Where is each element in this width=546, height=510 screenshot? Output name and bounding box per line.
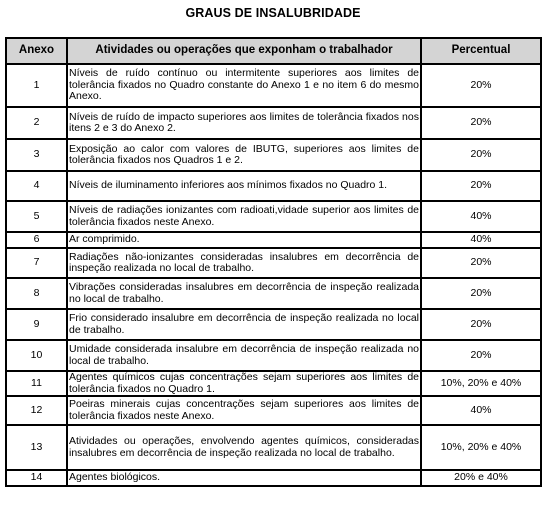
activity-cell: Radiações não-ionizantes consideradas insalubres em decorrência de inspeção realizada no local de trabalho. <box>67 248 421 278</box>
annex-cell: 2 <box>6 107 67 139</box>
annex-cell: 11 <box>6 371 67 396</box>
activity-cell: Poeiras minerais cujas concentrações sejam superiores aos limites de tolerância fixados neste Anexo. <box>67 396 421 425</box>
annex-cell: 1 <box>6 64 67 107</box>
annex-cell: 9 <box>6 309 67 340</box>
activity-cell: Umidade considerada insalubre em decorrência de inspeção realizada no local de trabalho. <box>67 340 421 371</box>
table-row <box>6 309 541 340</box>
percent-cell: 20% <box>421 171 541 201</box>
percent-cell: 10%, 20% e 40% <box>421 371 541 396</box>
percent-cell: 40% <box>421 396 541 425</box>
header-annex: Anexo <box>6 38 67 64</box>
activity-cell: Níveis de ruído de impacto superiores aos limites de tolerância fixados nos itens 2 e 3 do Anexo 2. <box>67 107 421 139</box>
percent-cell: 20% e 40% <box>421 470 541 486</box>
annex-cell: 7 <box>6 248 67 278</box>
table-row <box>6 371 541 396</box>
table-row <box>6 248 541 278</box>
percent-cell: 10%, 20% e 40% <box>421 425 541 470</box>
percent-cell: 40% <box>421 232 541 248</box>
activity-cell: Atividades ou operações, envolvendo agentes químicos, consideradas insalubres em decorrência de inspeção realizada no local de trabalho. <box>67 425 421 470</box>
annex-cell: 5 <box>6 201 67 232</box>
activity-cell: Níveis de radiações ionizantes com radioati,vidade superior aos limites de tolerância fixados neste Anexo. <box>67 201 421 232</box>
percent-cell: 20% <box>421 107 541 139</box>
table-header-row <box>6 38 541 64</box>
table-row <box>6 171 541 201</box>
header-activity: Atividades ou operações que exponham o trabalhador <box>67 38 421 64</box>
table-row <box>6 470 541 486</box>
annex-cell: 4 <box>6 171 67 201</box>
table-row <box>6 278 541 309</box>
table-row <box>6 64 541 107</box>
activity-cell: Ar comprimido. <box>67 232 421 248</box>
table-row <box>6 396 541 425</box>
percent-cell: 20% <box>421 139 541 171</box>
table-row <box>6 201 541 232</box>
annex-cell: 3 <box>6 139 67 171</box>
annex-cell: 12 <box>6 396 67 425</box>
annex-cell: 6 <box>6 232 67 248</box>
percent-cell: 20% <box>421 64 541 107</box>
insalubrity-table <box>5 37 542 487</box>
header-percent: Percentual <box>421 38 541 64</box>
activity-cell: Agentes químicos cujas concentrações sejam superiores aos limites de tolerância fixados no Quadro 1. <box>69 371 419 395</box>
table-row <box>6 232 541 248</box>
table-row <box>6 107 541 139</box>
activity-cell: Agentes biológicos. <box>67 470 421 486</box>
annex-cell: 8 <box>6 278 67 309</box>
annex-cell: 14 <box>6 470 67 486</box>
annex-cell: 13 <box>6 425 67 470</box>
annex-cell: 10 <box>6 340 67 371</box>
table-row <box>6 340 541 371</box>
percent-cell: 20% <box>421 248 541 278</box>
activity-cell: Níveis de ruído contínuo ou intermitente superiores aos limites de tolerância fixados no Quadro constante do Anexo 1 e no item 6 do mesmo Anexo. <box>67 64 421 107</box>
table-row <box>6 425 541 470</box>
percent-cell: 20% <box>421 309 541 340</box>
activity-cell: Níveis de iluminamento inferiores aos mínimos fixados no Quadro 1. <box>67 171 421 201</box>
percent-cell: 40% <box>421 201 541 232</box>
page-title: GRAUS DE INSALUBRIDADE <box>185 6 361 20</box>
activity-cell: Exposição ao calor com valores de IBUTG, superiores aos limites de tolerância fixados nos Quadros 1 e 2. <box>67 139 421 171</box>
percent-cell: 20% <box>421 340 541 371</box>
table-row <box>6 139 541 171</box>
percent-cell: 20% <box>421 278 541 309</box>
activity-cell: Frio considerado insalubre em decorrência de inspeção realizada no local de trabalho. <box>67 309 421 340</box>
activity-cell: Vibrações consideradas insalubres em decorrência de inspeção realizada no local de trabalho. <box>67 278 421 309</box>
